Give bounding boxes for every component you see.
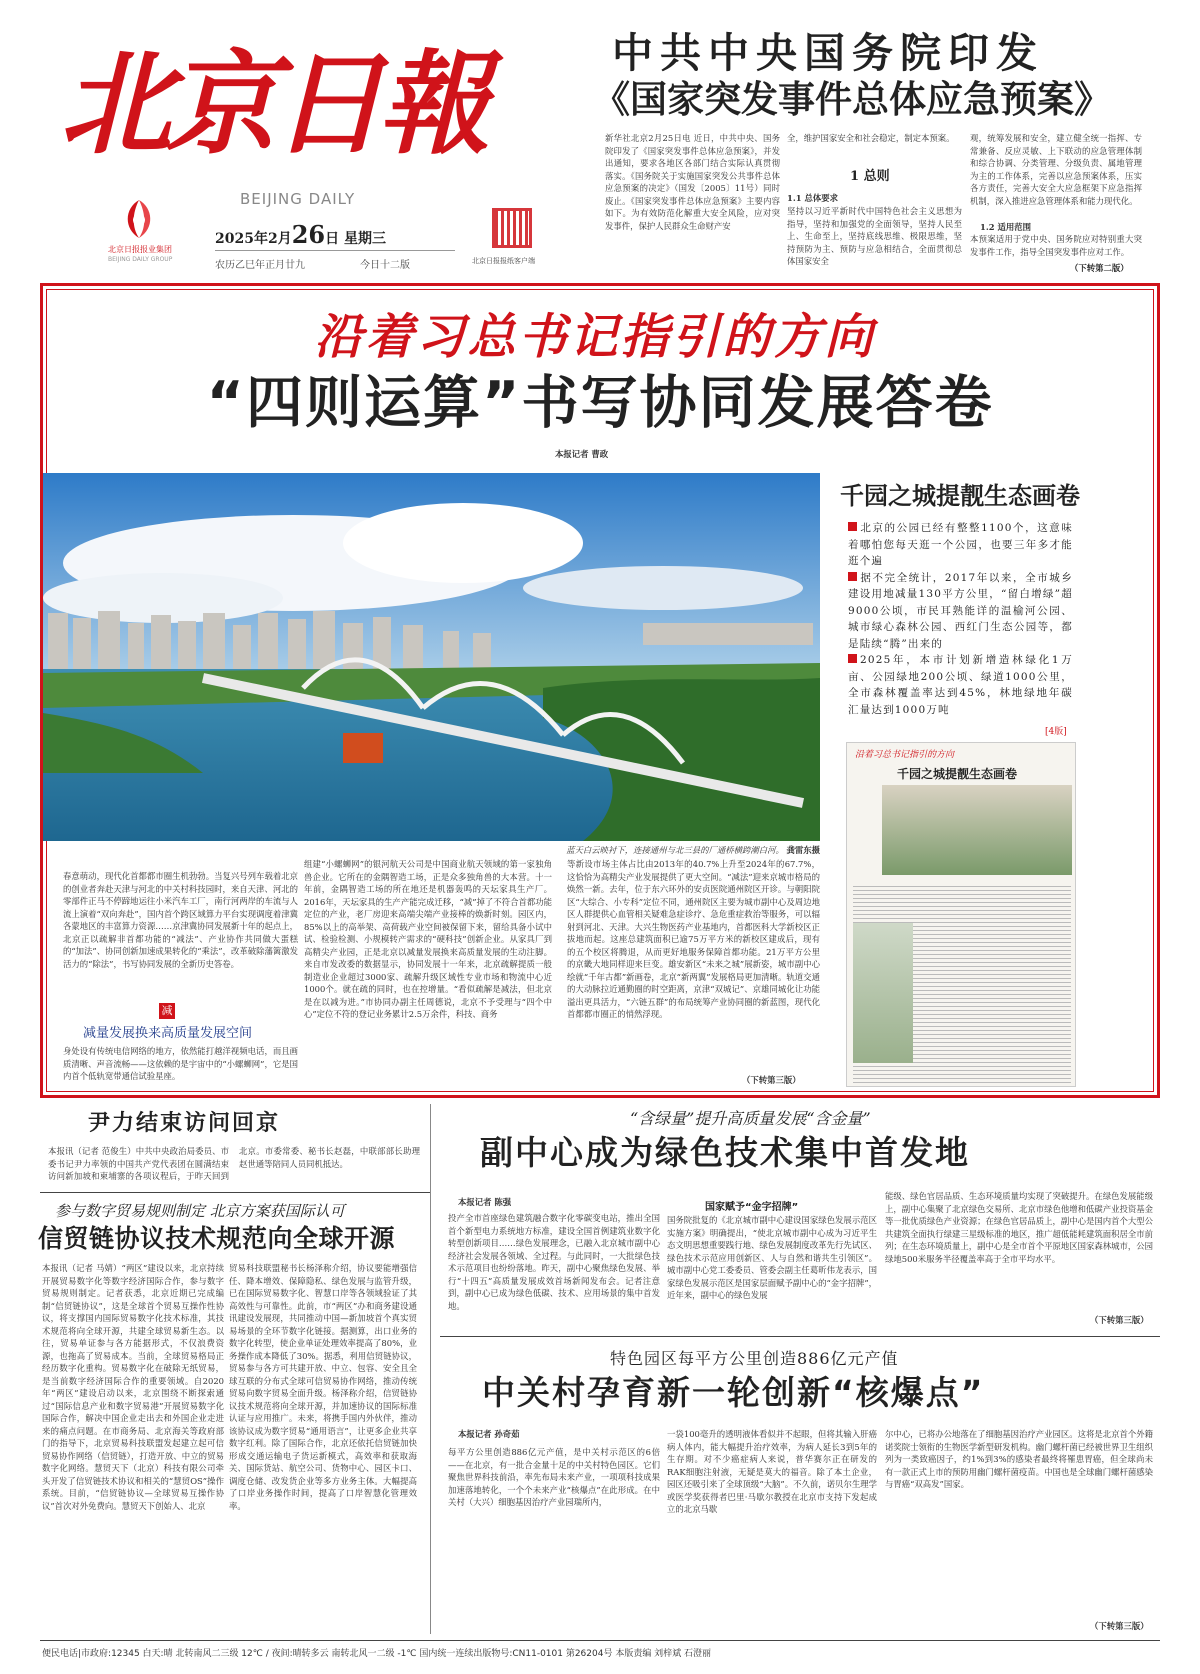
feature-col2: 组建“小螺蛳网”的银河航天公司是中国商业航天领域的第一家独角兽企业。它所在的金隅智造工场，正是众多独角兽的大本营。十一年前，金隅智造工场的所在地还是机器轰鸣的天坛家具生产厂。2016年，天坛家具的生产产能完成迁移，“减”掉了不符合首都功能定位的产业，老厂房迎来高端尖端产业接棒的焕新时刻。园区内，85%以上的高举架、高荷载产业空间被保留下来，留给具备小试中试、检验检测、小规模转产需求的“硬科技”创新企业。从家具厂到高精尖产业园，正是北京以减量发展换来高质量发展的生动注脚。来自市发改委的数据显示，协同发展十一年来，北京疏解提质一般制造业企业超过3000家、疏解升级区域性专业市场和物流中心近1000个。就在疏的同时，也在控增量。“看似疏解是减法，但北京是在以减为进。”市协同办副主任周德说，北京不予受理与“四个中心”定位不符的登记业务累计2.5万余件，科技、商务 bbox=[304, 859, 552, 1019]
feature-title: “四则运算”书写协同发展答卷 bbox=[206, 370, 994, 436]
headline-line1: 中共中央国务院印发 bbox=[612, 29, 1044, 77]
headline-col3a: 观，统筹发展和安全，建立健全统一指挥、专常兼备、反应灵敏、上下联动的应急管理体制和综合协调、分类管理、分级负责、属地管理为主的工作体系，完善以应急预案体系，压实各方责任，完善大安全大应急框架下应急指挥机制，深入推进应急管理体系和能力现代化。 bbox=[970, 133, 1142, 206]
headline-turn: （下转第二版） bbox=[1070, 263, 1129, 273]
feature-turn: （下转第三版） bbox=[742, 1075, 801, 1085]
subcenter-turn: （下转第三版） bbox=[1090, 1315, 1149, 1325]
group-name-en: BEIJING DAILY GROUP bbox=[108, 256, 173, 263]
footer-text: 便民电话|市政府:12345 白天:晴 北转南风二三级 12℃ / 夜间:晴转多云 南转北风一二级 -1℃ 国内统一连续出版物号:CN11-0101 第26204号 本版责编 刘梓斌 石澄丽 bbox=[42, 1649, 712, 1659]
sidebar-bullet: 据不完全统计，2017年以来，全市城乡建设用地减量130平方公里，“留白增绿”超9000公顷，市民耳熟能详的温榆河公园、城市绿心森林公园、西红门生态公园等，都是陆续“腾”出来的 bbox=[848, 571, 1073, 650]
jian-badge: 减 bbox=[159, 1003, 175, 1019]
feature-col3: 等新设市场主体占比由2013年的40.7%上升至2024年的67.7%，这恰恰为高精尖产业发展提供了更大空间。“减法”迎来京城市格局的焕然一新。去年，位于东六环外的安贞医院通州院区开诊。与朝阳院区“大综合、小专科”定位不同，通州院区主要为城市副中心及周边地区人群提供心血管相关疑难急症诊疗、急危重症救治等服务，可以辐射到河北、天津。大兴生物医药产业基地内，首都医科大学新校区正拔地而起。这座总建筑面积已逾75万平方米的新校区建成后，现有的五个校区将腾退，从而更好地服务保障首都功能。21万平方公里的京畿大地同样迎来巨变。雄安新区“未来之城”展新姿，城市副中心绘就“千年古都”新画卷，北京“新两翼”发展格局更加清晰。轨道交通的大动脉拉近通勤圈的时空距离，京津“双城记”、京雄同城化让功能溢出更具活力，“六链五群”的布局统筹产业协同圈的新蓝图，现代化首都都市圈正的悄然浮现。 bbox=[567, 859, 820, 1019]
divider bbox=[440, 1336, 1160, 1337]
feature-col1: 春意萌动，现代化首都都市圈生机勃勃。当复兴号列车载着北京的创业者奔赴天津与河北的中关村科技园时，来自天津、河北的零部件正马不停蹄地运往小米汽车工厂，南行河两岸的车流与人流上演着“双向奔赴”，国内首个跨区域算力平台实现调度着津冀各蒙地区的丰富算力资源……京津冀协同发展新十年的起点上，北京正以疏解非首都功能的“减法”、产业协作共同做大蛋糕的“加法”、协同创新加速成果转化的“乘法”，改革破除藩篱激发活力的“除法”，书写协同发展的全新历史答卷。 bbox=[63, 871, 298, 969]
thumb-banner: 沿着习总书记指引的方向 bbox=[855, 750, 955, 760]
subcenter-kicker: “含绿量”提升高质量发展“含金量” bbox=[630, 1109, 871, 1128]
yin-title: 尹力结束访问回京 bbox=[88, 1111, 281, 1136]
date-divider bbox=[215, 250, 455, 251]
feature-col1b: 身处设有传统电信网络的地方，依然能打越洋视频电话，而且画质清晰、声音流畅——这依赖的是宇宙中的“小螺蛳网”，它是国内首个低轨宽带通信试验星座。 bbox=[63, 1046, 298, 1081]
bullet-square-icon bbox=[848, 522, 857, 531]
subcenter-col1: 投产全市首座绿色建筑融合数字化零碳变电站，推出全国首个新型电力系统地方标准，建设全国首例建筑业数字化转型创新项目……绿色发展理念，已融入北京城市副中心经济社会发展各领域、全过程。与此同时，一大批绿色技术示范项目也纷纷落地。昨天，副中心聚焦绿色发展、举行“十四五”高质量发展成效首场新闻发布会。记者注意到，副中心已成为绿色低碳、技术、应用场景的集中首发地。 bbox=[448, 1213, 660, 1311]
sidebar-page-ref: [4版] bbox=[1045, 727, 1067, 737]
headline-col2b: 坚持以习近平新时代中国特色社会主义思想为指导，坚持和加强党的全面领导，坚持人民至上、生命至上，坚持底线思维、极限思维，坚持预防为主、预防与应急相结合，全面贯彻总体国家安全 bbox=[787, 206, 962, 266]
zgc-title: 中关村孕育新一轮创新“核爆点” bbox=[482, 1373, 985, 1412]
feature-byline: 本报记者 曹政 bbox=[555, 449, 609, 459]
trade-kicker: 参与数字贸易规则制定 北京方案获国际认可 bbox=[55, 1202, 345, 1220]
headline-sub2: 1.2 适用范围 bbox=[980, 222, 1031, 232]
qr-caption: 北京日报报纸客户端 bbox=[472, 257, 535, 265]
group-name: 北京日报报业集团 bbox=[108, 245, 172, 254]
date-day: 26 bbox=[291, 220, 326, 249]
zgc-turn: （下转第三版） bbox=[1090, 1621, 1149, 1631]
masthead-logo: 北京日報 bbox=[60, 39, 484, 170]
zgc-col1: 每平方公里创造886亿元产值，是中关村示范区的6倍——在北京，有一批合金量十足的中关村特色园区。它们聚焦世界科技前沿，率先布局未来产业，一项项科技成果加速落地转化，一个个未来产业“核爆点”在此形成。在中关村（大兴）细胞基因治疗产业园瑞所内， bbox=[448, 1447, 660, 1507]
sidebar-bullet: 2025年，本市计划新增造林绿化1万亩、公园绿地200公顷、绿道1000公里，全市森林覆盖率达到45%，林地绿地年碳汇量达到1000万吨 bbox=[848, 654, 1073, 716]
masthead-pinyin: BEIJING DAILY bbox=[240, 190, 356, 208]
trade-col2: 贸易科技联盟秘书长杨泽称介绍，协议要能增强信任、降本增效、保障隐私、绿色发展与监管升级，已在国际贸易数字化、智慧口岸等各领域验证了其高效性与可靠性。此前，市“两区”办和商务建设通讯建设发展现，共同推动中国—新加坡首个真实贸易场景的全环节数字化链接。据测算，出口业务的数字化转型，使企业单证处理效率提高了80%，业务操作成本降低了30%。据悉，利用信贸链协议，贸易参与各方可共建开放、中立、包容、安全且全球互联的分布式全球可信贸易协作网络，推动传统贸易向数字贸易全面升级。杨泽称介绍，信贸链协议技术规范将向全球开源，并加速协议的国际标准认证与应用推广。未来，将携手国内外伙伴，推动该协议成为数字贸易“通用语言”，让更多企业共享数字红利。除了国际合作，北京还依托信贸链加快形成交通运输电子货运新模式，高效率和获取海关、国际货站、航空公司、货物中心、园区卡口、调度仓储、改发货企业等多方业务主体。大幅提高了口岸业务操作时间，提高了口岸智慧化管理效率。 bbox=[229, 1263, 417, 1511]
feature-calligraphy: 沿着习总书记指引的方向 bbox=[314, 309, 876, 365]
divider bbox=[40, 1192, 430, 1193]
thumb-title: 千园之城提靓生态画卷 bbox=[897, 767, 1018, 781]
headline-col3b: 本预案适用于党中央、国务院应对特别重大突发事件工作，指导全国突发事件应对工作。 bbox=[970, 234, 1142, 257]
date-prefix: 2025年2月 bbox=[215, 231, 292, 247]
subcenter-byline: 本报记者 陈强 bbox=[458, 1197, 512, 1207]
trade-col1: 本报讯（记者 马婧）“两区”建设以来，北京持续开展贸易数字化等数字经济国际合作，参与数字贸易规则制定。记者获悉，北京近期已完成编制“信贸链协议”，这是全球首个贸易互操作性协议，将支撑国内国际贸易数字化技术标准，其技术规范将向全球开源，共建全球贸易新生态。以往，贸易单证参与各方能据形式，不仅浪费资源，也拖高了贸易成本。当前，全球贸易格局正经历数字化重构。贸易数字化在破除无纸贸易，是当前数字经济国际合作的重要领域。自2020年“两区”建设启动以来，北京围绕不断探索通过“国际信息产业和数字贸易港”开展贸易数字化国际合作，解决中国企业走出去和外国企业走进来的痛点问题。在市商务局、北京海关等政府部门的指导下，北京贸易科技联盟发起建立起可信贸易协作网络（信贸链），打造开放、中立的贸易数字化网络。慧贸天下（北京）科技有限公司牵头开发了信贸链技术协议和相关的“慧贸OS”操作系统。目前，“信贸链协议—全球贸易互操作协议”首次对外免费向。慧贸天下创始人、北京 bbox=[42, 1263, 224, 1511]
headline-col1: 新华社北京2月25日电 近日，中共中央、国务院印发了《国家突发事件总体应急预案》，并发出通知，要求各地区各部门结合实际认真贯彻落实。《国务院关于实施国家突发公共事件总体应急预案的决定》（国发〔2005〕11号）同时废止。《国家突发事件总体应急预案》主要内容如下。为有效防范化解重大安全风险，应对突发事件，保护人民群众生命财产安 bbox=[605, 133, 780, 231]
headline-sub1: 1.1 总体要求 bbox=[787, 193, 838, 203]
photo-caption-text: 蓝天白云映衬下，连接通州与北三县的厂通桥横跨潮白河。 bbox=[566, 845, 784, 855]
thumb-image bbox=[882, 785, 1072, 875]
group-logo-icon bbox=[115, 198, 163, 240]
trade-title: 信贸链协议技术规范向全球开源 bbox=[38, 1224, 396, 1253]
sidebar-bullets bbox=[848, 520, 1073, 718]
photo-credit: 龚雷东摄 bbox=[786, 845, 820, 855]
zgc-col2: 一袋100毫升的透明液体看似并不起眼，但将其输入肝癌病人体内，能大幅提升治疗效率，为病人延长3到5年的生存期。对不少癌症病人来说，普华赛尔正在研发的RAK细胞注射液，无疑是莫大的福音。除了本土企业，园区还吸引来了全球顶级“大脑”。不久前，诺贝尔生理学或医学奖获得者巴里·马歇尔教授在北京市支持下发起成立的北京马歇 bbox=[667, 1429, 877, 1514]
lunar-date: 农历乙巳年正月廿九 bbox=[215, 260, 305, 271]
vdivider bbox=[430, 1104, 431, 1634]
sidebar-title: 千园之城提靓生态画卷 bbox=[840, 482, 1080, 510]
subcenter-col3: 能级、绿色官居品质、生态环境质量均实现了突破提升。在绿色发展能级上，副中心集聚了北京绿色交易所、北京市绿色他增和低碳产业投资基金等一批优质绿色产业资源；在绿色官居品质上，副中心是国内首个大型公共建筑全面执行绿建三星级标准的地区，推广超低能耗建筑面积居全市前列；在生态环境质量上，副中心是全市首个平原地区国家森林城市，公园绿地500米服务半径覆盖率高于全市平均水平。 bbox=[885, 1191, 1153, 1264]
feature-photo bbox=[43, 473, 820, 841]
bullet-square-icon bbox=[848, 572, 857, 581]
date-line bbox=[215, 220, 386, 249]
date-suffix: 日 星期三 bbox=[325, 231, 386, 247]
qr-code bbox=[492, 208, 532, 248]
subcenter-title: 副中心成为绿色技术集中首发地 bbox=[480, 1133, 970, 1172]
headline-section: 1 总则 bbox=[850, 169, 890, 184]
subcenter-subhead: 国家赋予“金字招牌” bbox=[705, 1202, 799, 1213]
headline-col2a: 全，维护国家安全和社会稳定，制定本预案。 bbox=[787, 133, 955, 143]
zgc-byline: 本报记者 孙奇茹 bbox=[458, 1429, 520, 1439]
thumb-image-2 bbox=[853, 923, 913, 1063]
headline-line2: 《国家突发事件总体应急预案》 bbox=[593, 78, 1111, 121]
feature-subhead: 减量发展换来高质量发展空间 bbox=[83, 1026, 253, 1041]
page4-thumbnail[interactable] bbox=[846, 742, 1076, 1087]
subcenter-col2: 国务院批复的《北京城市副中心建设国家绿色发展示范区实施方案》明确提出，“使北京城市副中心成为习近平生态文明思想重要践行地、绿色发展制度改革先行先试区、绿色技术示范应用创新区、人与自然和谐共生引领区”。城市副中心党工委委员、管委会副主任葛昕伟龙表示，国家绿色发展示范区是国家层面赋予副中心的“金字招牌”，近年来，副中心的绿色发展 bbox=[667, 1215, 877, 1300]
zgc-col3: 尔中心，已将办公地落在了细胞基因治疗产业园区。这将是北京首个外籍诺奖院士领衔的生物医学新型研发机构。幽门螺杆菌已经被世界卫生组织列为一类致癌因子，约1%到3%的感染者最终将罹患胃癌，但全球尚未有一款正式上市的预防用幽门螺杆菌疫苗。中国也是全球幽门螺杆菌感染与胃癌“双高发”国家。 bbox=[885, 1429, 1153, 1489]
footer-divider bbox=[40, 1640, 1160, 1641]
photo-caption bbox=[555, 844, 820, 857]
masthead bbox=[60, 20, 590, 282]
zgc-kicker: 特色园区每平方公里创造886亿元产值 bbox=[610, 1349, 899, 1368]
bullet-square-icon bbox=[848, 654, 857, 663]
yin-body: 本报讯（记者 范俊生）中共中央政治局委员、市委书记尹力率领的中国共产党代表团在圆满结束访问新加坡和柬埔寨的各项议程后，于昨天回到北京。市委常委、秘书长赵磊，中联部部长助理赵世通等陪同人员同机抵达。 bbox=[48, 1146, 420, 1181]
edition: 今日十二版 bbox=[360, 260, 410, 271]
sidebar-bullet: 北京的公园已经有整整1100个，这意味着哪怕您每天逛一个公园，也要三年多才能逛个遍 bbox=[848, 522, 1073, 567]
